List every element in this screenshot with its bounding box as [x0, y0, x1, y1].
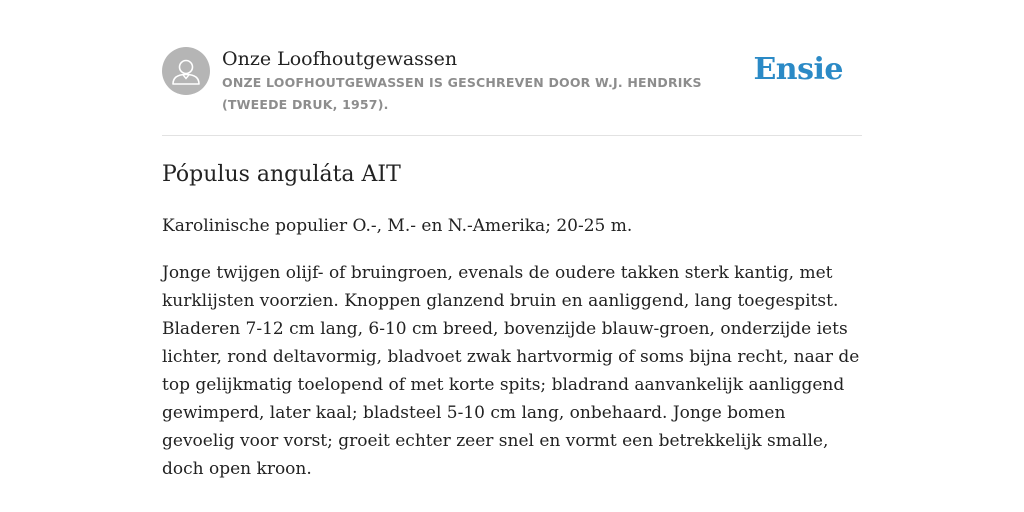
avatar: [162, 47, 210, 95]
article: [162, 157, 862, 483]
source-title[interactable]: Onze Loofhoutgewassen: [222, 48, 458, 70]
article-title: Pópulus anguláta AIT: [162, 162, 401, 187]
ensie-logo[interactable]: Ensie: [753, 52, 843, 87]
article-paragraph: Karolinische populier O.-, M.- en N.-Amerika; 20-25 m.: [162, 216, 633, 236]
source-description: ONZE LOOFHOUTGEWASSEN IS GESCHREVEN DOOR W.J. HENDRIKS (TWEEDE DRUK, 1957).: [222, 75, 702, 112]
divider: [162, 135, 862, 136]
article-paragraph: Jonge twijgen olijf- of bruingroen, evenals de oudere takken sterk kantig, met kurklijsten voorzien. Knoppen glanzend bruin en aanliggend, lang toegespitst. Bladeren 7-12 cm lang, 6-10 cm breed, bovenzijde blauw-groen, onderzijde iets lichter, rond deltavormig, bladvoet zwak hartvormig of soms bijna recht, naar de top gelijkmatig toelopend of met korte spits; bladrand aanvankelijk aanliggend gewimperd, later kaal; bladsteel 5-10 cm lang, onbehaard. Jonge bomen gevoelig voor vorst; groeit echter zeer snel en vormt een betrekkelijk smalle, doch open kroon.: [162, 263, 860, 479]
source-header: [162, 46, 862, 136]
user-icon: [162, 47, 210, 95]
